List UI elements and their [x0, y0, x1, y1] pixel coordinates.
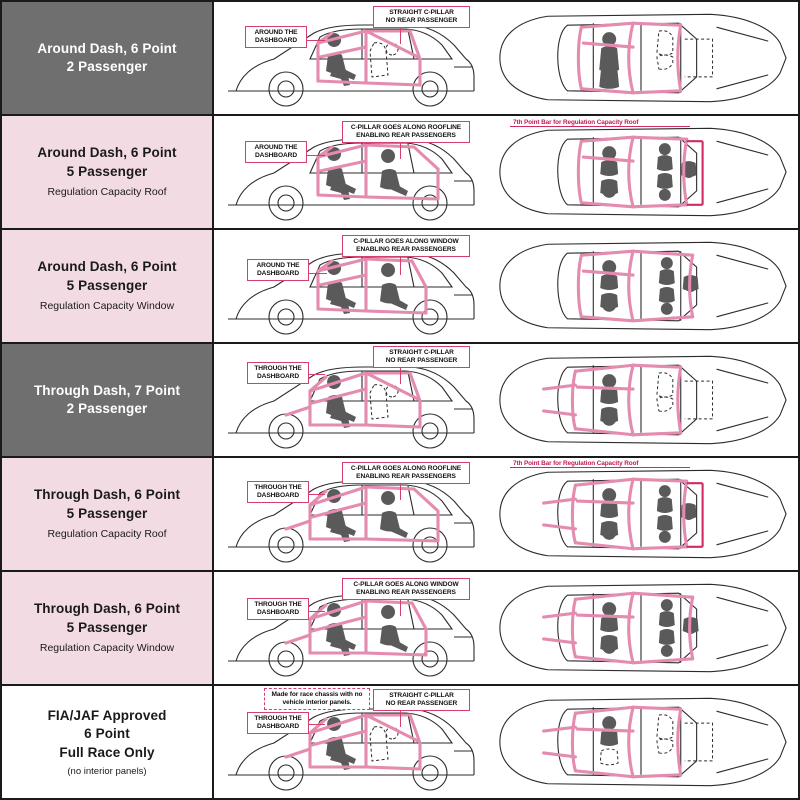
row-diagrams [214, 2, 798, 114]
row-diagrams [214, 344, 798, 456]
callout-7th-point-bar: 7th Point Bar for Regulation Capacity Roof [513, 460, 639, 467]
table-row [2, 116, 798, 230]
callout-through-dashboard: THROUGH THE DASHBOARD [247, 598, 309, 620]
top-view [482, 344, 798, 456]
row-subtitle: Regulation Capacity Window [39, 299, 175, 312]
callout-leader [307, 155, 325, 156]
row-title: FIA/JAF Approved 6 Point Full Race Only [47, 708, 167, 760]
callout-c-pillar: STRAIGHT C-PILLAR NO REAR PASSENGER [373, 346, 470, 368]
row-label-through-dash-6-point-5-passenger-roof [2, 458, 214, 570]
row-title: Around Dash, 6 Point 5 Passenger [37, 145, 177, 179]
callout-through-dashboard: THROUGH THE DASHBOARD [247, 712, 309, 734]
callout-leader [510, 126, 690, 127]
row-label-through-dash-7-point-2-passenger [2, 344, 214, 456]
callout-leader [309, 611, 325, 612]
row-label-around-dash-6-point-5-passenger-roof [2, 116, 214, 228]
top-view [482, 458, 798, 570]
row-title: Through Dash, 7 Point 2 Passenger [33, 382, 181, 416]
callout-around-dashboard: AROUND THE DASHBOARD [247, 259, 309, 281]
callout-race-chassis-note: Made for race chassis with no vehicle interior panels. [264, 688, 370, 710]
row-title: Through Dash, 6 Point 5 Passenger [33, 601, 181, 635]
callout-leader [307, 40, 325, 41]
table-row [2, 2, 798, 116]
top-view [482, 572, 798, 684]
row-label-fia-jaf-approved-6-point-full-race [2, 686, 214, 798]
callout-leader [309, 494, 325, 495]
row-note: (no interior panels) [67, 765, 147, 777]
callout-leader [400, 484, 401, 500]
row-subtitle: Regulation Capacity Roof [47, 527, 167, 540]
callout-leader [400, 143, 401, 159]
top-view [482, 230, 798, 342]
callout-leader [400, 600, 401, 616]
callout-c-pillar: C-PILLAR GOES ALONG ROOFLINE ENABLING REAR PASSENGERS [342, 462, 470, 484]
row-label-around-dash-6-point-2-passenger [2, 2, 214, 114]
row-diagrams [214, 458, 798, 570]
callout-around-dashboard: AROUND THE DASHBOARD [245, 26, 307, 48]
callout-c-pillar: C-PILLAR GOES ALONG ROOFLINE ENABLING REAR PASSENGERS [342, 121, 470, 143]
table-row [2, 230, 798, 344]
callout-leader [400, 711, 401, 727]
callout-leader [309, 724, 325, 725]
row-diagrams [214, 686, 798, 798]
row-subtitle: Regulation Capacity Roof [47, 185, 167, 198]
callout-c-pillar: C-PILLAR GOES ALONG WINDOW ENABLING REAR PASSENGERS [342, 235, 470, 257]
row-diagrams [214, 572, 798, 684]
row-label-around-dash-6-point-5-passenger-window [2, 230, 214, 342]
top-view [482, 2, 798, 114]
callout-c-pillar: STRAIGHT C-PILLAR NO REAR PASSENGER [373, 6, 470, 28]
callout-c-pillar: C-PILLAR GOES ALONG WINDOW ENABLING REAR PASSENGERS [342, 578, 470, 600]
table-row [2, 458, 798, 572]
row-diagrams [214, 230, 798, 342]
callout-7th-point-bar: 7th Point Bar for Regulation Capacity Roof [513, 119, 639, 126]
row-title: Around Dash, 6 Point 5 Passenger [37, 259, 177, 293]
top-view [482, 116, 798, 228]
row-label-through-dash-6-point-5-passenger-window [2, 572, 214, 684]
top-view [482, 686, 798, 798]
callout-leader [400, 28, 401, 44]
table-row [2, 572, 798, 686]
callout-around-dashboard: AROUND THE DASHBOARD [245, 141, 307, 163]
table-row [2, 686, 798, 798]
row-subtitle: Regulation Capacity Window [39, 641, 175, 654]
callout-leader [309, 374, 325, 375]
callout-c-pillar: STRAIGHT C-PILLAR NO REAR PASSENGER [373, 689, 470, 711]
row-diagrams [214, 116, 798, 228]
callout-leader [400, 257, 401, 275]
callout-through-dashboard: THROUGH THE DASHBOARD [247, 362, 309, 384]
callout-leader [400, 368, 401, 384]
callout-leader [510, 467, 690, 468]
row-title: Through Dash, 6 Point 5 Passenger [33, 487, 181, 521]
callout-leader [309, 273, 327, 274]
callout-through-dashboard: THROUGH THE DASHBOARD [247, 481, 309, 503]
row-title: Around Dash, 6 Point 2 Passenger [37, 40, 177, 74]
table-row [2, 344, 798, 458]
